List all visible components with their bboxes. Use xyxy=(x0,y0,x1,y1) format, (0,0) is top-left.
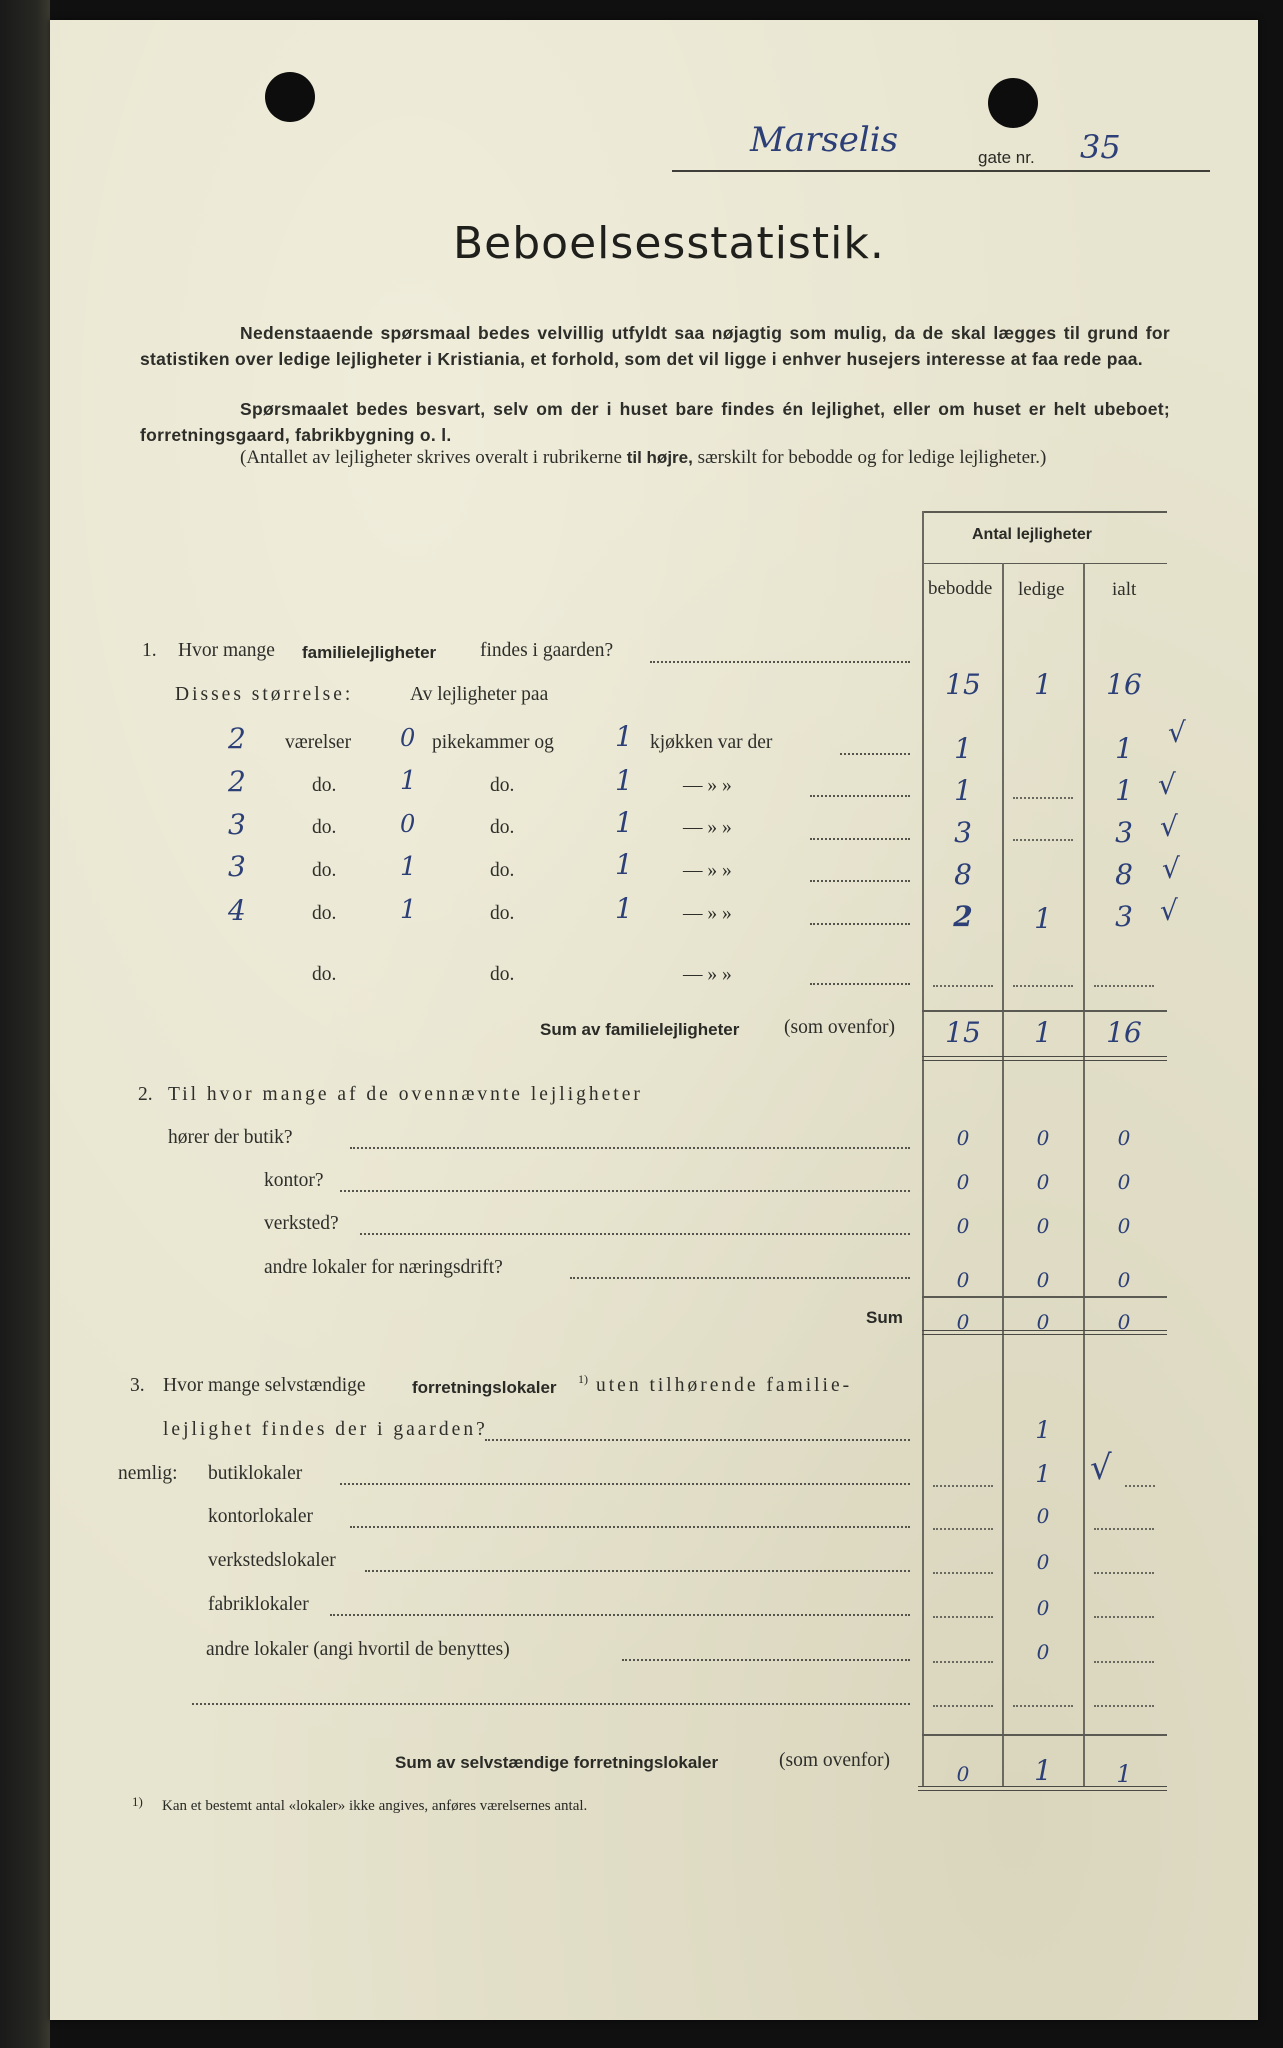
rooms-count[interactable]: 2 xyxy=(228,722,246,755)
empty-cell-dots xyxy=(1094,1658,1154,1663)
rooms-count[interactable]: 2 xyxy=(228,765,246,798)
row-bebodde[interactable]: 1 xyxy=(954,732,972,765)
q2-sum-label: Sum xyxy=(866,1308,903,1327)
kitchen-word: kjøkken var der xyxy=(650,732,773,753)
q2-verksted-ialt[interactable]: 0 xyxy=(1117,1214,1131,1238)
q2-item-label: hører der butik? xyxy=(168,1127,293,1148)
row-leader-dots xyxy=(810,792,910,797)
q3-item-label: fabriklokaler xyxy=(208,1594,309,1615)
rooms-word: do. xyxy=(312,964,337,985)
check-mark: √ xyxy=(1160,810,1178,843)
gate-label: gate nr. xyxy=(978,148,1035,167)
kitchen-word: — » » xyxy=(683,860,732,881)
empty-cell-dots xyxy=(1013,982,1073,987)
empty-cell-dots xyxy=(933,1658,993,1663)
maid-room-count[interactable]: 0 xyxy=(400,724,416,752)
q3-text-post: uten tilhørende familie- xyxy=(596,1375,853,1396)
q1-sum-ialt[interactable]: 16 xyxy=(1106,1016,1142,1049)
empty-cell-dots xyxy=(1094,1702,1154,1707)
q2-kontor-ledige[interactable]: 0 xyxy=(1036,1170,1050,1194)
empty-cell-dots xyxy=(1094,1613,1154,1618)
q2-sum-ledige[interactable]: 0 xyxy=(1036,1310,1050,1334)
q1-text-pre: Hvor mange xyxy=(178,640,275,661)
q1-number: 1. xyxy=(142,640,157,661)
q3-leader-dots xyxy=(340,1480,910,1485)
q3-verksted-ledige[interactable]: 0 xyxy=(1036,1550,1050,1574)
row-leader-dots xyxy=(810,980,910,985)
q1-sum-post: (som ovenfor) xyxy=(784,1017,896,1038)
q2-item-label: andre lokaler for næringsdrift? xyxy=(264,1257,503,1278)
q2-kontor-bebodde[interactable]: 0 xyxy=(956,1170,970,1194)
size-label: Disses størrelse: xyxy=(175,684,354,705)
punch-hole-left xyxy=(265,72,315,122)
street-number[interactable]: 35 xyxy=(1080,128,1121,166)
empty-cell-dots xyxy=(1125,1482,1155,1487)
kitchen-word: — » » xyxy=(683,903,732,924)
q2-leader-dots xyxy=(350,1144,910,1149)
rooms-count[interactable]: 3 xyxy=(228,850,246,883)
q2-kontor-ialt[interactable]: 0 xyxy=(1117,1170,1131,1194)
empty-cell-dots xyxy=(1094,1525,1154,1530)
col-header-bebodde: bebodde xyxy=(928,578,993,599)
check-mark: √ xyxy=(1158,768,1176,801)
q3-leader-dots xyxy=(365,1567,910,1572)
empty-cell-dots xyxy=(1094,982,1154,987)
empty-cell-dots xyxy=(1013,1702,1073,1707)
q3-sum-label: Sum av selvstændige forretningslokaler xyxy=(395,1753,719,1772)
q2-item-label: verksted? xyxy=(264,1213,339,1234)
q2-leader-dots xyxy=(570,1274,910,1279)
q3-item-label: butiklokaler xyxy=(208,1463,303,1484)
q2-verksted-ledige[interactable]: 0 xyxy=(1036,1214,1050,1238)
q3-sum-ialt[interactable]: 1 xyxy=(1116,1760,1132,1788)
q2-butik-bebodde[interactable]: 0 xyxy=(956,1126,970,1150)
row-leader-dots xyxy=(840,750,910,755)
row-ialt[interactable]: 1 xyxy=(1115,774,1133,807)
q3-sum-rule xyxy=(922,1734,1167,1736)
row-leader-dots xyxy=(810,920,910,925)
q2-verksted-bebodde[interactable]: 0 xyxy=(956,1214,970,1238)
table-group-rule xyxy=(922,563,1167,564)
table-group-header: Antal lejligheter xyxy=(972,526,1093,543)
kitchen-word: — » » xyxy=(683,817,732,838)
maid-room-count[interactable]: 1 xyxy=(400,766,417,796)
q3-leader-dots xyxy=(485,1436,910,1441)
q3-number: 3. xyxy=(130,1375,145,1396)
intro-paragraph-3: (Antallet av lejligheter skrives overalt i rubrikerne til højre, særskilt for bebodde og for ledige lejligheter.) xyxy=(240,447,1047,468)
page-title: Beboelsesstatistik. xyxy=(453,218,885,269)
q2-sum-double-rule xyxy=(922,1330,1167,1335)
q3-leader-dots xyxy=(330,1611,910,1616)
q1-sum-label: Sum av familielejligheter xyxy=(540,1020,740,1039)
kitchen-count[interactable]: 1 xyxy=(615,720,633,753)
address-underline xyxy=(672,170,1210,172)
q2-andre-ledige[interactable]: 0 xyxy=(1036,1268,1050,1292)
q2-sum-bebodde[interactable]: 0 xyxy=(956,1310,970,1334)
rooms-count[interactable]: 4 xyxy=(228,894,246,927)
row-ialt[interactable]: 3 xyxy=(1115,900,1133,933)
street-name[interactable]: Marselis xyxy=(750,120,899,160)
empty-cell-dots xyxy=(1013,836,1073,841)
maid-room-count[interactable]: 0 xyxy=(400,810,416,838)
q3-item-label: andre lokaler (angi hvortil de benyttes) xyxy=(206,1639,510,1660)
q1-sum-double-rule xyxy=(922,1056,1167,1061)
q1-answer-ledige[interactable]: 1 xyxy=(1034,668,1052,701)
q3-blank-line xyxy=(192,1700,910,1705)
q3-kontor-ledige[interactable]: 0 xyxy=(1036,1504,1050,1528)
q3-text-pre: Hvor mange selvstændige xyxy=(163,1375,366,1396)
kitchen-count[interactable]: 1 xyxy=(615,806,633,839)
q3-sum-post: (som ovenfor) xyxy=(779,1750,891,1771)
q3-item-label: verkstedslokaler xyxy=(208,1550,336,1571)
row-leader-dots xyxy=(810,877,910,882)
footnote-mark: 1) xyxy=(132,1794,143,1809)
q2-andre-ialt[interactable]: 0 xyxy=(1117,1268,1131,1292)
empty-cell-dots xyxy=(933,1569,993,1574)
q3-total-ledige[interactable]: 1 xyxy=(1035,1416,1051,1444)
q1-leader-dots xyxy=(650,658,910,663)
row-bebodde[interactable]: 1 xyxy=(954,774,972,807)
q2-butik-ledige[interactable]: 0 xyxy=(1036,1126,1050,1150)
rooms-word: værelser xyxy=(285,732,352,753)
q3-leader-dots xyxy=(622,1656,910,1661)
rooms-word: do. xyxy=(312,903,337,924)
q1-text-bold: familielejligheter xyxy=(302,643,437,662)
row-bebodde[interactable]: 8 xyxy=(954,858,972,891)
row-ledige[interactable]: 1 xyxy=(1034,902,1052,935)
kitchen-word: — » » xyxy=(683,964,732,985)
q2-text: Til hvor mange af de ovennævnte lejligheter xyxy=(168,1084,643,1105)
rooms-word: do. xyxy=(312,775,337,796)
kitchen-word: — » » xyxy=(683,775,732,796)
q3-nemlig: nemlig: xyxy=(118,1463,178,1484)
q1-sum-rule xyxy=(922,1010,1167,1012)
intro-paragraph-1: Nedenstaaende spørsmaal bedes velvillig utfyldt saa nøjagtig som mulig, da de skal lægges til grund for statistiken over ledige lejligheter i Kristiania, et forhold, som det vil ligge i enhver husejers interesse at faa rede paa. xyxy=(140,323,1170,369)
row-ialt[interactable]: 1 xyxy=(1115,732,1133,765)
col-header-ialt: ialt xyxy=(1112,579,1137,600)
maid-room-word: do. xyxy=(490,964,515,985)
q3-sum-ledige[interactable]: 1 xyxy=(1034,1754,1052,1787)
q3-item-label: kontorlokaler xyxy=(208,1506,314,1527)
rooms-word: do. xyxy=(312,817,337,838)
q3-sum-bebodde[interactable]: 0 xyxy=(956,1762,970,1786)
punch-hole-right xyxy=(988,78,1038,128)
q3-butik-ledige[interactable]: 1 xyxy=(1035,1460,1051,1488)
q3-andre-ledige[interactable]: 0 xyxy=(1036,1640,1050,1664)
intro-paragraph-2: Spørsmaalet bedes besvart, selv om der i huset bare findes én lejlighet, eller om huset er helt ubeboet; forretningsgaard, fabrikbygning o. l. xyxy=(140,399,1170,445)
q2-sum-rule xyxy=(922,1296,1167,1298)
q3-sum-double-rule xyxy=(918,1786,1167,1791)
maid-room-count[interactable]: 1 xyxy=(400,895,417,925)
empty-cell-dots xyxy=(933,1525,993,1530)
q3-text-line2: lejlighet findes der i gaarden? xyxy=(163,1419,488,1440)
q2-butik-ialt[interactable]: 0 xyxy=(1117,1126,1131,1150)
q1-answer-ialt[interactable]: 16 xyxy=(1106,668,1142,701)
q2-andre-bebodde[interactable]: 0 xyxy=(956,1268,970,1292)
size-label-2: Av lejligheter paa xyxy=(410,684,549,705)
rooms-word: do. xyxy=(312,860,337,881)
maid-room-word: do. xyxy=(490,903,515,924)
q2-leader-dots xyxy=(360,1230,910,1235)
q1-sum-ledige[interactable]: 1 xyxy=(1034,1016,1052,1049)
q1-answer-bebodde[interactable]: 15 xyxy=(945,668,981,701)
check-mark: √ xyxy=(1162,852,1180,885)
table-top-rule xyxy=(922,511,1167,513)
maid-room-word: do. xyxy=(490,775,515,796)
check-mark: √ xyxy=(1090,1448,1112,1488)
q2-number: 2. xyxy=(138,1084,153,1105)
q1-text-post: findes i gaarden? xyxy=(480,640,614,661)
empty-cell-dots xyxy=(933,982,993,987)
footnote-text: Kan et bestemt antal «lokaler» ikke angives, anføres værelsernes antal. xyxy=(162,1798,588,1814)
q3-footnote-ref: 1) xyxy=(578,1372,588,1386)
row-bebodde[interactable]: 3 xyxy=(954,816,972,849)
empty-cell-dots xyxy=(933,1613,993,1618)
q3-leader-dots xyxy=(350,1523,910,1528)
row-leader-dots xyxy=(810,835,910,840)
kitchen-count[interactable]: 1 xyxy=(615,848,633,881)
q3-fabrik-ledige[interactable]: 0 xyxy=(1036,1596,1050,1620)
row-ialt[interactable]: 8 xyxy=(1115,858,1133,891)
kitchen-count[interactable]: 1 xyxy=(615,892,633,925)
binding-edge xyxy=(0,0,50,2048)
q1-sum-bebodde[interactable]: 15 xyxy=(945,1016,981,1049)
q2-leader-dots xyxy=(340,1187,910,1192)
maid-room-count[interactable]: 1 xyxy=(400,852,417,882)
maid-room-word: do. xyxy=(490,817,515,838)
q3-text-bold: forretningslokaler xyxy=(412,1378,557,1397)
q2-item-label: kontor? xyxy=(264,1170,324,1191)
form-sheet xyxy=(50,20,1258,2020)
q2-sum-ialt[interactable]: 0 xyxy=(1117,1310,1131,1334)
kitchen-count[interactable]: 1 xyxy=(615,764,633,797)
empty-cell-dots xyxy=(1094,1569,1154,1574)
rooms-count[interactable]: 3 xyxy=(228,808,246,841)
maid-room-word: do. xyxy=(490,860,515,881)
check-mark: √ xyxy=(1168,716,1186,749)
row-bebodde[interactable]: 2 xyxy=(953,900,973,933)
maid-room-word: pikekammer og xyxy=(432,732,554,753)
check-mark: √ xyxy=(1160,894,1178,927)
col-header-ledige: ledige xyxy=(1018,579,1065,600)
empty-cell-dots xyxy=(933,1482,993,1487)
empty-cell-dots xyxy=(1013,794,1073,799)
row-ialt[interactable]: 3 xyxy=(1115,816,1133,849)
empty-cell-dots xyxy=(933,1702,993,1707)
